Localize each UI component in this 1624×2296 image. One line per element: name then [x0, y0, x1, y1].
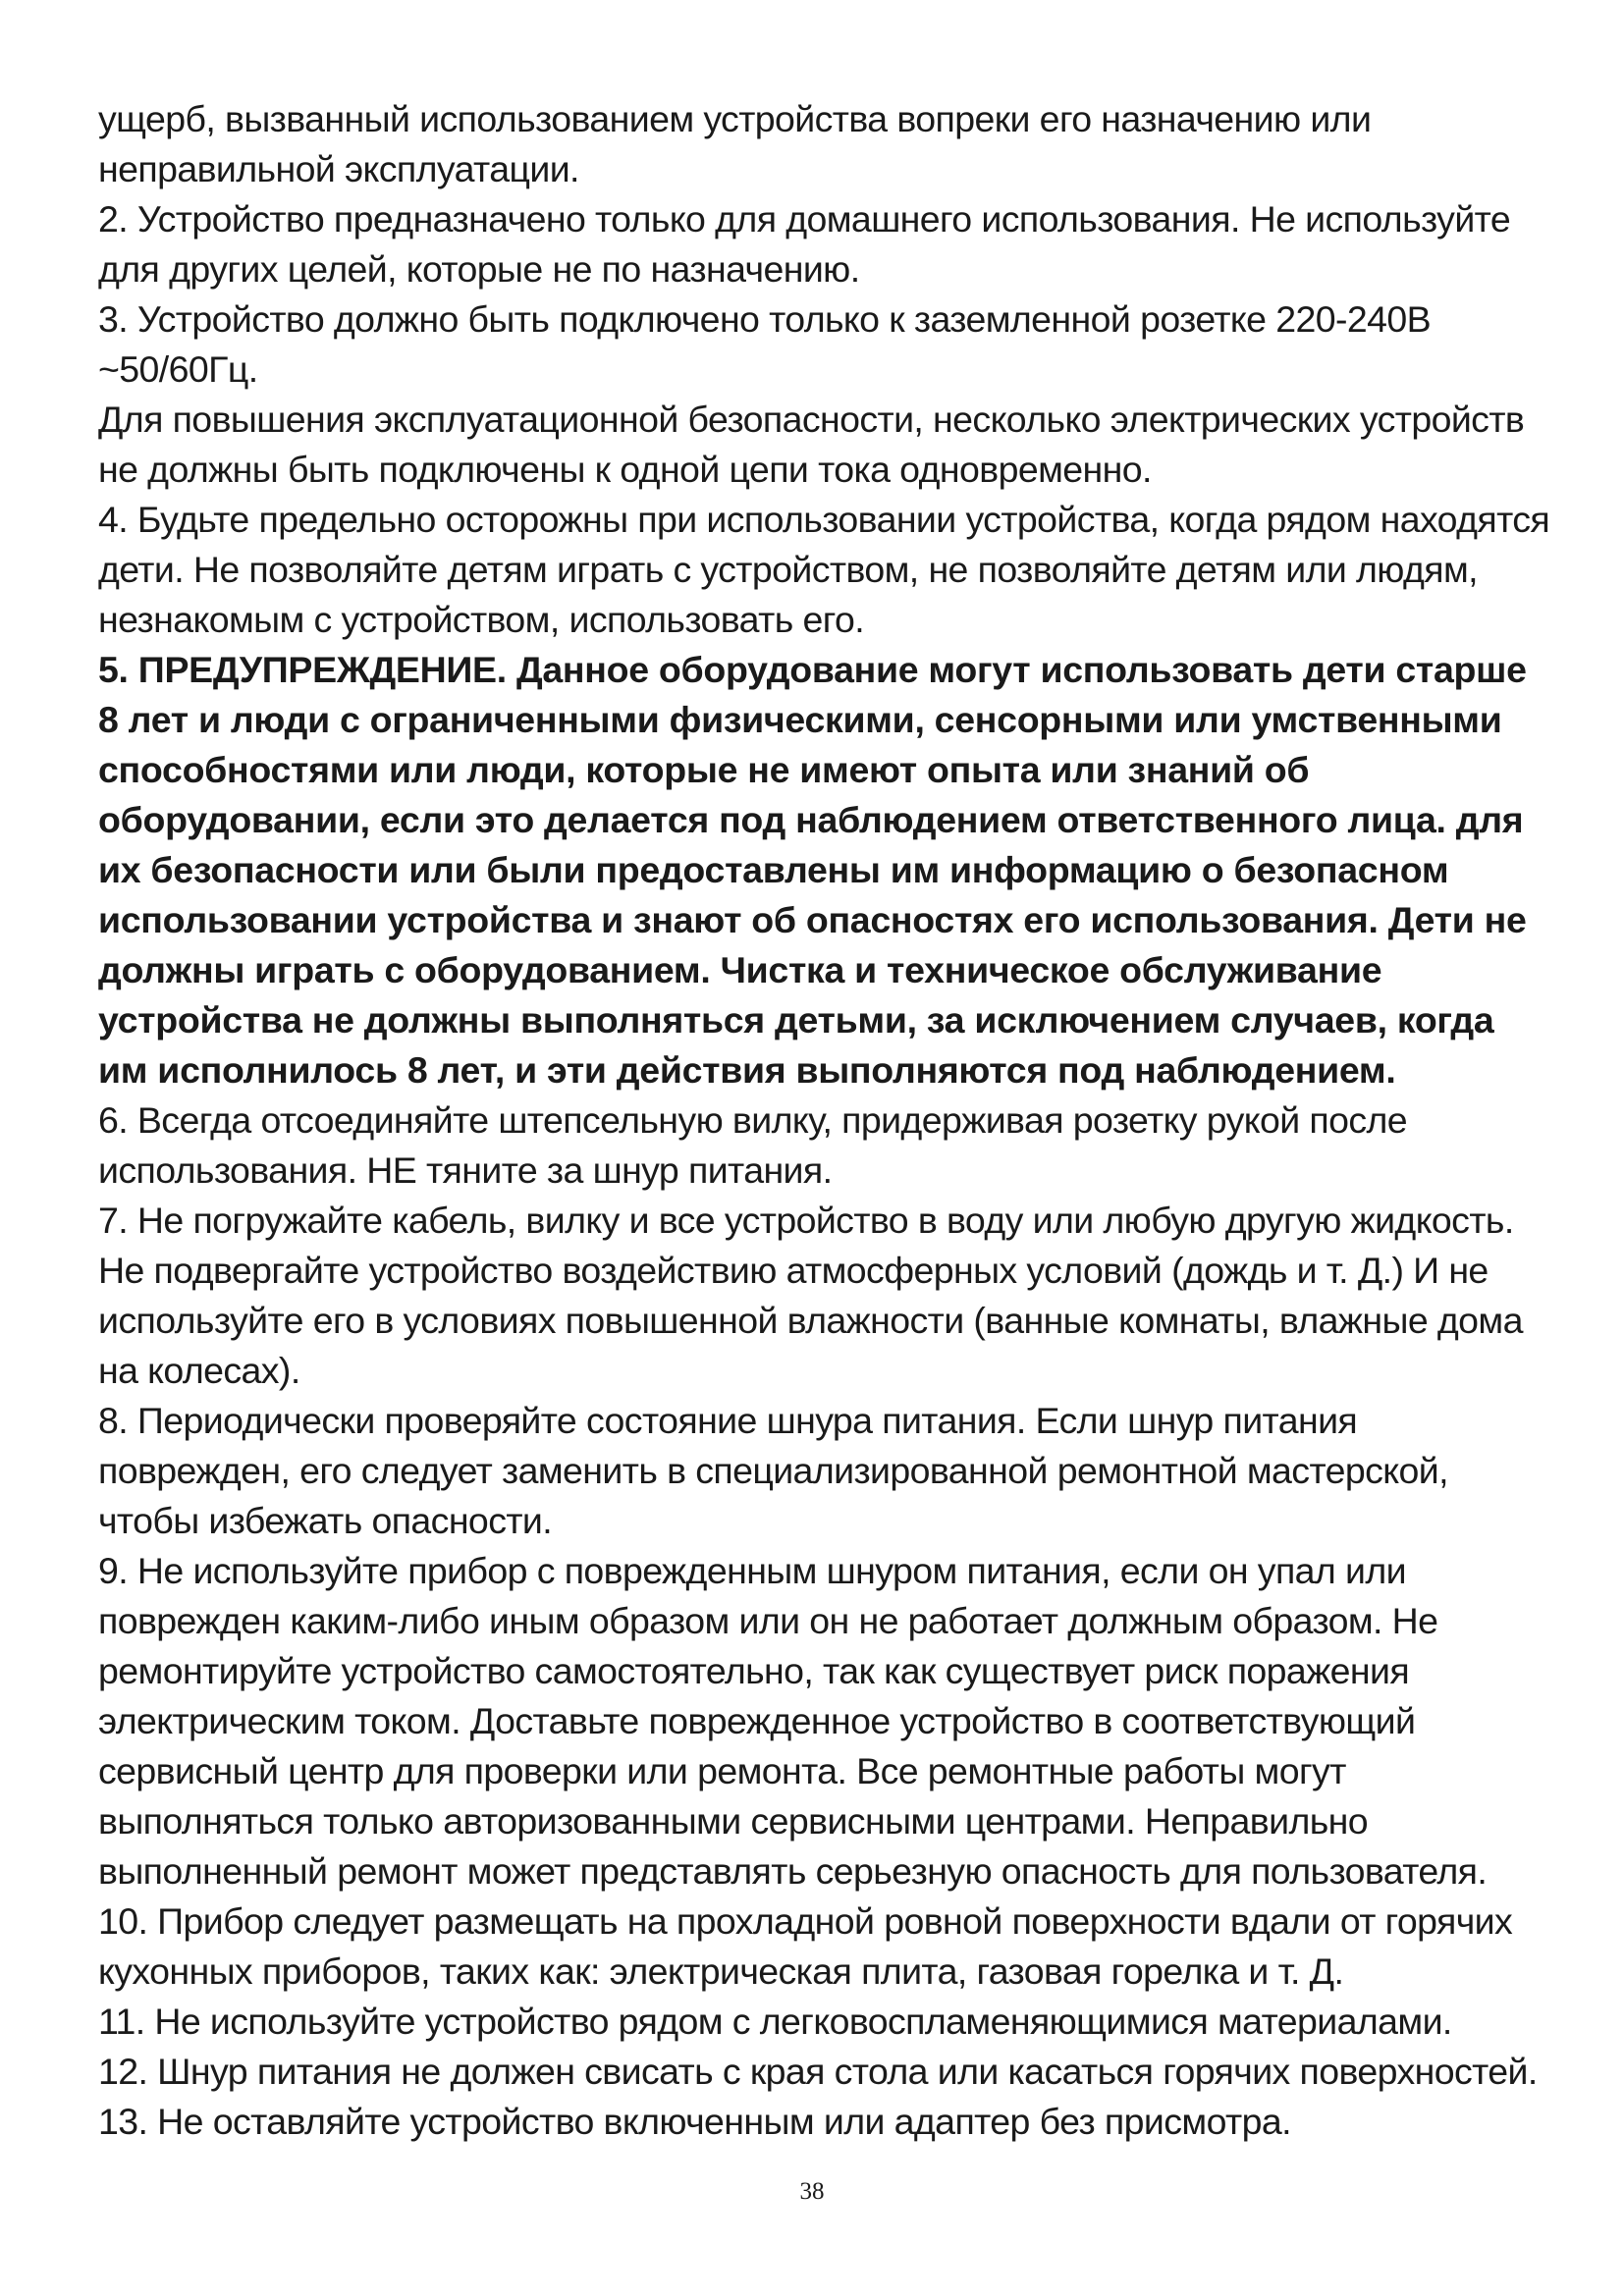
paragraph-item-7: 7. Не погружайте кабель, вилку и все устройство в воду или любую другую жидкость. Не подвергайте устройство воздействию атмосферных условий (дождь и т. Д.) И не используйте его в условиях повышенной влажности (ванные комнаты, влажные дома на колесах).: [98, 1200, 1523, 1391]
paragraph-item-4: 4. Будьте предельно осторожны при использовании устройства, когда рядом находятся дети. Не позволяйте детям играть с устройством, не позволяйте детям или людям, незнакомым с устройством, использовать его.: [98, 499, 1550, 640]
paragraph-item-3-note: Для повышения эксплуатационной безопасности, несколько электрических устройств не должны быть подключены к одной цепи тока одновременно.: [98, 399, 1525, 490]
paragraph-item-12: 12. Шнур питания не должен свисать с края стола или касаться горячих поверхностей.: [98, 2051, 1538, 2092]
paragraph-item-3: 3. Устройство должно быть подключено только к заземленной розетке 220-240В ~50/60Гц.: [98, 298, 1432, 390]
paragraph-item-6: 6. Всегда отсоединяйте штепсельную вилку, придерживая розетку рукой после использования. НЕ тяните за шнур питания.: [98, 1099, 1408, 1191]
document-body: [98, 94, 1551, 2147]
paragraph-item-9: 9. Не используйте прибор с поврежденным шнуром питания, если он упал или поврежден каким-либо иным образом или он не работает должным образом. Не ремонтируйте устройство самостоятельно, так как существует риск поражения электрическим током. Доставьте поврежденное устройство в соответствующий сервисный центр для проверки или ремонта. Все ремонтные работы могут выполняться только авторизованными сервисными центрами. Неправильно выполненный ремонт может представлять серьезную опасность для пользователя.: [98, 1550, 1488, 1892]
page-number: 38: [799, 2178, 825, 2205]
paragraph-item-10: 10. Прибор следует размещать на прохладной ровной поверхности вдали от горячих кухонных приборов, таких как: электрическая плита, газовая горелка и т. Д.: [98, 1900, 1513, 1992]
paragraph-item-11: 11. Не используйте устройство рядом с легковоспламеняющимися материалами.: [98, 2001, 1452, 2042]
paragraph-damage-continuation: ущерб, вызванный использованием устройства вопреки его назначению или неправильной эксплуатации.: [98, 98, 1372, 189]
paragraph-item-13: 13. Не оставляйте устройство включенным или адаптер без присмотра.: [98, 2101, 1291, 2142]
paragraph-item-5-warning: 5. ПРЕДУПРЕЖДЕНИЕ. Данное оборудование могут использовать дети старше 8 лет и люди с ограниченными физическими, сенсорными или умственными способностями или люди, которые не имеют опыта или знаний об оборудовании, если это делается под наблюдением ответственного лица. для их безопасности или были предоставлены им информацию о безопасном использовании устройства и знают об опасностях его использования. Дети не должны играть с оборудованием. Чистка и техническое обслуживание устройства не должны выполняться детьми, за исключением случаев, когда им исполнилось 8 лет, и эти действия выполняются под наблюдением.: [98, 649, 1527, 1091]
paragraph-item-8: 8. Периодически проверяйте состояние шнура питания. Если шнур питания поврежден, его следует заменить в специализированной ремонтной мастерской, чтобы избежать опасности.: [98, 1400, 1448, 1541]
paragraph-item-2: 2. Устройство предназначено только для домашнего использования. Не используйте для других целей, которые не по назначению.: [98, 198, 1511, 290]
